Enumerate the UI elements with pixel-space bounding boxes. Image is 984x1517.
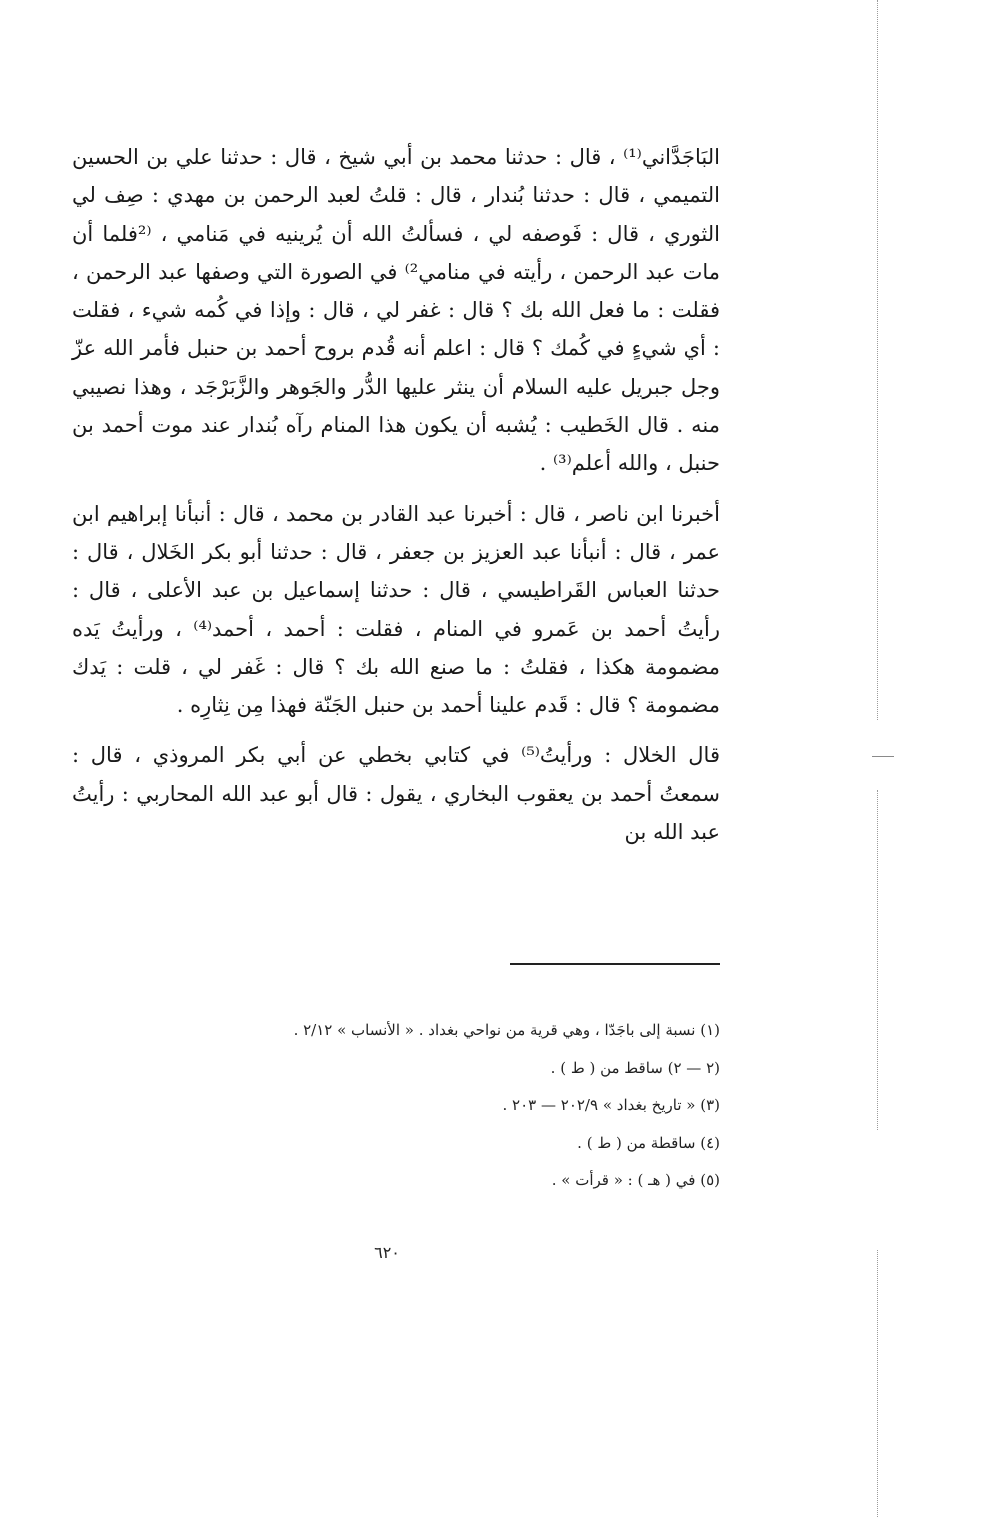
- scan-margin-tick: [872, 756, 894, 757]
- footnotes: [200, 1012, 720, 1200]
- footnote-3: (٣) « تاريخ بغداد » ٢٠٢/٩ — ٢٠٣ .: [502, 1096, 720, 1114]
- main-text: [72, 138, 720, 851]
- scan-margin-line: [877, 1250, 878, 1517]
- footnote-2: (٢ — ٢) ساقط من ( ط ) .: [550, 1058, 720, 1077]
- paragraph-1: البَاجَدَّاني⁽¹⁾ ، قال : حدثنا محمد بن أبي شيخ ، قال : حدثنا علي بن الحسين التميمي ، قال : حدثنا بُندار ، قال : قلتُ لعبد الرحمن بن مهدي : صِف لي الثوري ، قال : فَوصفه لي ، فسألتُ الله أن يُرينيه في مَنامي ، ⁽²فلما أن مات عبد الرحمن ، رأيته في منامي²⁾ في الصورة التي وصفها عبد الرحمن ، فقلت : ما فعل الله بك ؟ قال : غفر لي ، قال : وإذا في كُمه شيء ، فقلت : أي شيءٍ في كُمك ؟ قال : اعلم أنه قُدم بروح أحمد بن حنبل فأمر الله عزّ وجل جبريل عليه السلام أن ينثر عليها الدُّر والجَوهر والزَّبَرْجَد ، وهذا نصيبي منه . قال الخَطيب : يُشبه أن يكون هذا المنام رآه بُندار عند موت أحمد بن حنبل ، والله أعلم⁽³⁾ .: [72, 145, 721, 476]
- page-number: ٦٢٠: [374, 1243, 400, 1262]
- paragraph-3: قال الخلال : ورأيتُ⁽⁵⁾ في كتابي بخطي عن أبي بكر المروذي ، قال : سمعتُ أحمد بن يعقوب البخاري ، يقول : قال أبو عبد الله المحاربي : رأيتُ عبد الله بن: [72, 743, 720, 845]
- footnote-separator: [510, 963, 720, 965]
- scan-margin-line: [877, 790, 878, 1130]
- paragraph-2: أخبرنا ابن ناصر ، قال : أخبرنا عبد القادر بن محمد ، قال : أنبأنا إبراهيم ابن عمر ، قال : أنبأنا عبد العزيز بن جعفر ، قال : حدثنا أبو بكر الخَلال ، قال : حدثنا العباس القَراطيسي ، قال : حدثنا إسماعيل بن عبد الأعلى ، قال : رأيتُ أحمد بن عَمرو في المنام ، فقلت : أحمد ، أحمد⁽⁴⁾ ، ورأيتُ يَده مضمومة هكذا ، فقلتُ : ما صنع الله بك ؟ قال : غَفر لي ، قلت : يَدك مضمومة ؟ قال : قَدم علينا أحمد بن حنبل الجَنّة فهذا مِن نِثارِه .: [72, 501, 720, 718]
- footnote-1: (١) نسبة إلى باجَدّا ، وهي قرية من نواحي بغداد . « الأنساب » ٢/١٢ .: [293, 1021, 720, 1039]
- footnote-4: (٤) ساقطة من ( ط ) .: [577, 1133, 720, 1152]
- scan-margin-line: [877, 0, 878, 720]
- footnote-5: (٥) في ( هـ ) : « قرأت » .: [551, 1171, 720, 1189]
